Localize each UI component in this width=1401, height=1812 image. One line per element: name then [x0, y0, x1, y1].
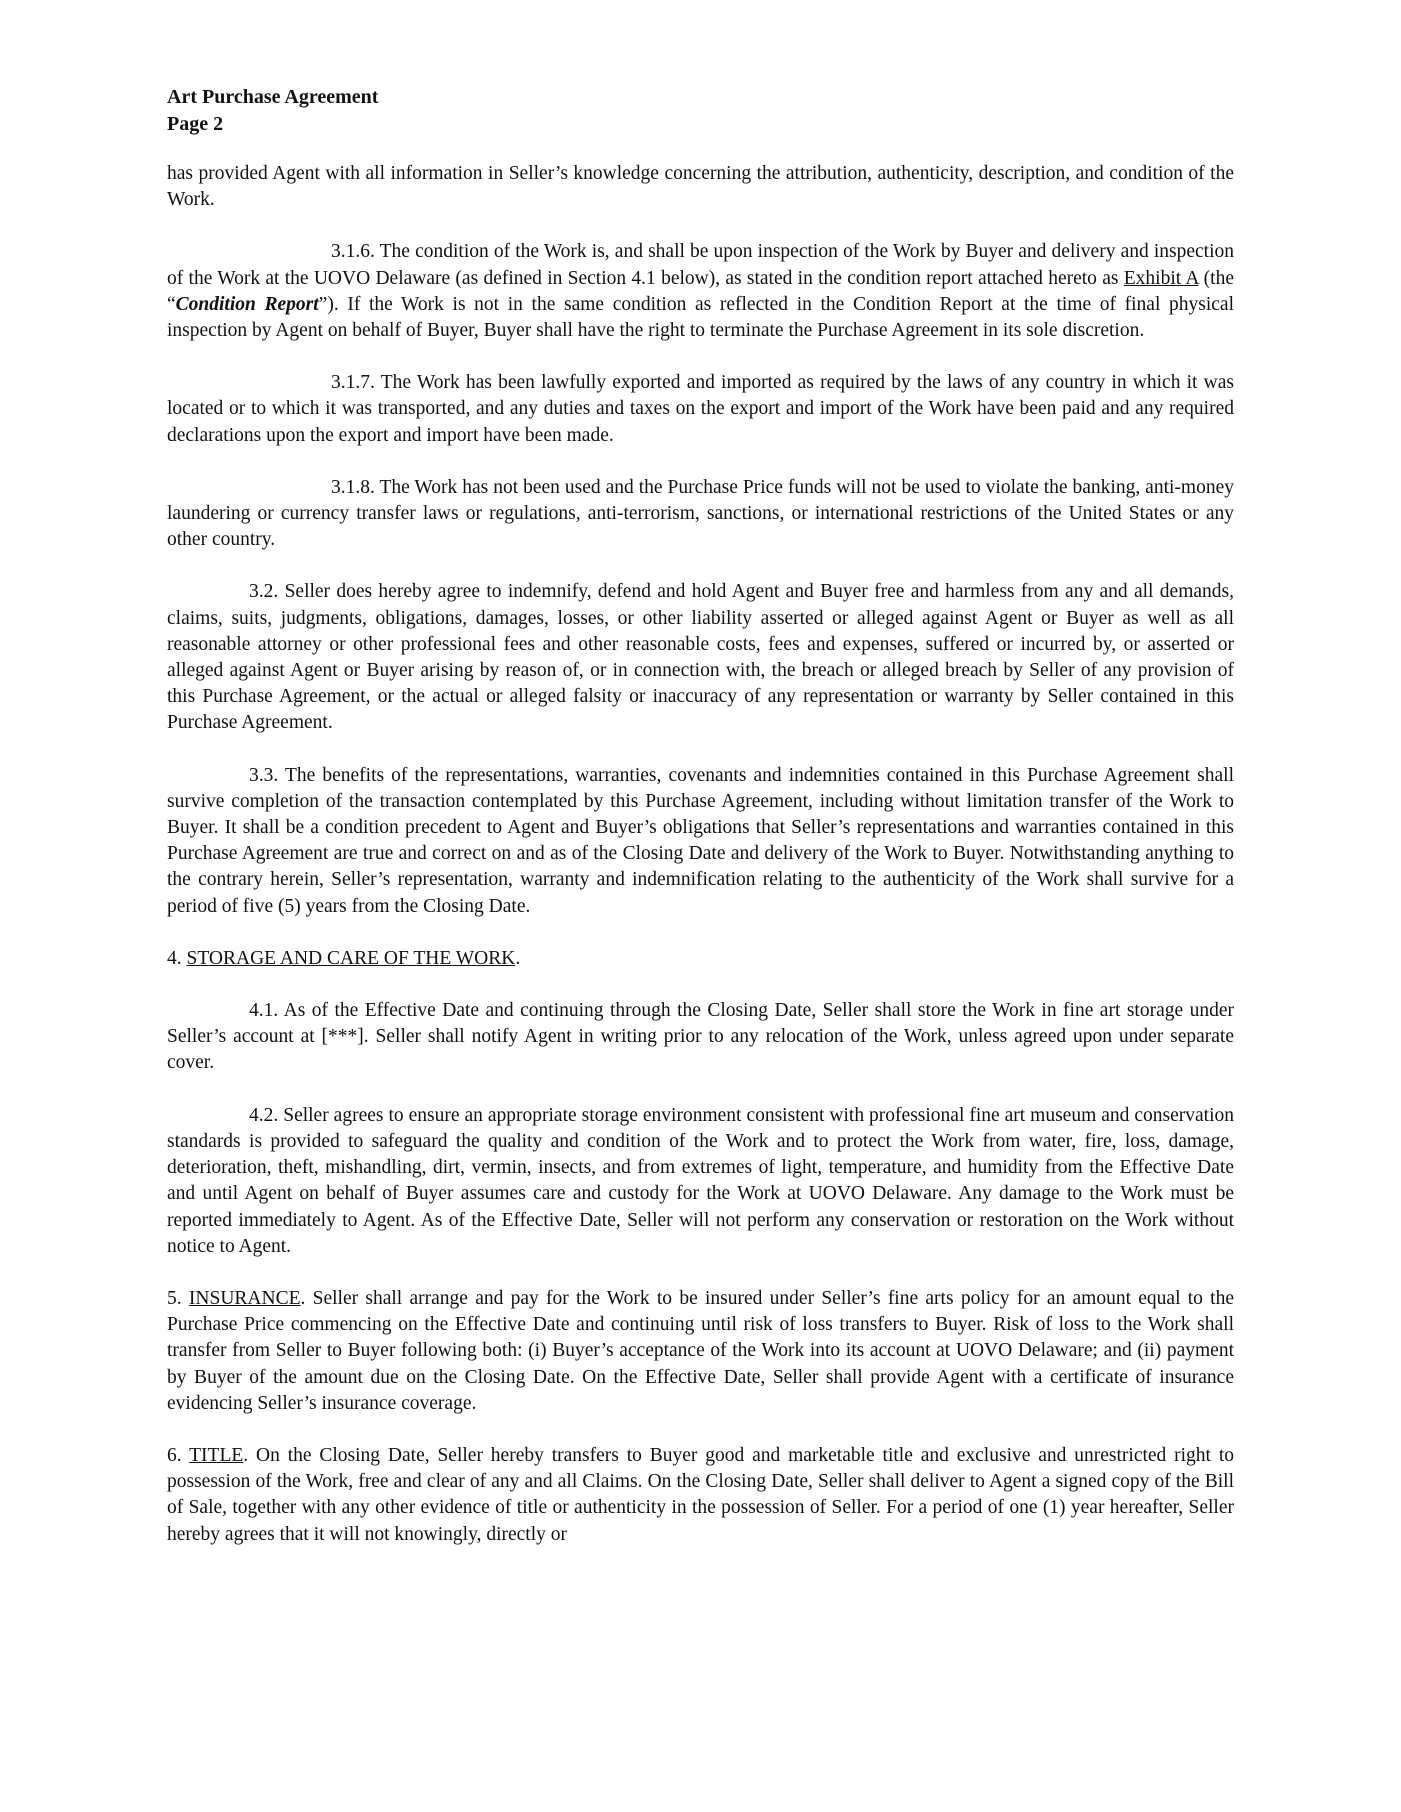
section-4-title: STORAGE AND CARE OF THE WORK [186, 947, 516, 969]
paragraph-3-1-6 [167, 239, 1234, 344]
section-4-heading [167, 946, 1234, 972]
exhibit-a-reference: Exhibit A [1123, 267, 1199, 289]
condition-report-defined-term: Condition Report [175, 293, 319, 315]
section-6-text: . On the Closing Date, Seller hereby transfers to Buyer good and marketable title and exclusive and unrestricted right to possession of the Work, free and clear of any and all Claims. On the Closing Date, Seller shall deliver to Agent a signed copy of the Bill of Sale, together with any other evidence of title or authenticity in the possession of Seller. For a period of one (1) year hereafter, Seller hereby agrees that it will not knowingly, directly or [167, 1444, 1235, 1545]
paragraph-3-1-7: 3.1.7. The Work has been lawfully exported and imported as required by the laws of any country in which it was located or to which it was transported, and any duties and taxes on the export and import of the Work have been paid and any required declarations upon the export and import have been made. [167, 372, 1234, 446]
paragraph-4-1: 4.1. As of the Effective Date and continuing through the Closing Date, Seller shall store the Work in fine art storage under Seller’s account at [***]. Seller shall notify Agent in writing prior to any relocation of the Work, unless agreed upon under separate cover. [167, 1000, 1234, 1074]
paragraph-3-3: 3.3. The benefits of the representations, warranties, covenants and indemnities contained in this Purchase Agreement shall survive completion of the transaction contemplated by this Purchase Agreement, including without limitation transfer of the Work to Buyer. It shall be a condition precedent to Agent and Buyer’s obligations that Seller’s representations and warranties contained in this Purchase Agreement are true and correct on and as of the Closing Date and delivery of the Work to Buyer. Notwithstanding anything to the contrary herein, Seller’s representation, warranty and indemnification relating to the authenticity of the Work shall survive for a period of five (5) years from the Closing Date. [167, 764, 1234, 917]
document-title: Art Purchase Agreement [167, 86, 379, 108]
page-number: Page 2 [167, 113, 224, 135]
section-5-title: INSURANCE [188, 1287, 301, 1309]
section-5-text: . Seller shall arrange and pay for the Work to be insured under Seller’s fine arts policy for an amount equal to the Purchase Price commencing on the Effective Date and continuing until risk of loss transfers to Buyer. Risk of loss to the Work shall transfer from Seller to Buyer following both: (i) Buyer’s acceptance of the Work into its account at UOVO Delaware; and (ii) payment by Buyer of the amount due on the Closing Date. On the Effective Date, Seller shall provide Agent with a certificate of insurance evidencing Seller’s insurance coverage. [167, 1287, 1235, 1414]
paragraph-continuation: has provided Agent with all information in Seller’s knowledge concerning the attribution, authenticity, description, and condition of the Work. [167, 163, 1234, 211]
paragraph-3-1-8: 3.1.8. The Work has not been used and the Purchase Price funds will not be used to violate the banking, anti-money laundering or currency transfer laws or regulations, anti-terrorism, sanctions, or international restrictions of the United States or any other country. [167, 476, 1234, 551]
paragraph-3-2: 3.2. Seller does hereby agree to indemnify, defend and hold Agent and Buyer free and harmless from any and all demands, claims, suits, judgments, obligations, damages, losses, or other liability asserted or alleged against Agent or Buyer as well as all reasonable attorney or other professional fees and other reasonable costs, fees and expenses, suffered or incurred by, or asserted or alleged against Agent or Buyer arising by reason of, or in connection with, the breach or alleged breach by Seller of any provision of this Purchase Agreement, or the actual or alleged falsity or inaccuracy of any representation or warranty by Seller contained in this Purchase Agreement. [167, 581, 1234, 734]
section-5-insurance [167, 1286, 1234, 1417]
document-body [167, 161, 1234, 1548]
section-4-number: 4. [167, 947, 187, 969]
paragraph-3-1-6-text-a: 3.1.6. The condition of the Work is, and shall be upon inspection of the Work by Buyer and delivery and inspection of the Work at the UOVO Delaware (as defined in Section 4.1 below), as stated in the condition report attached hereto as [167, 241, 1234, 289]
section-5-number: 5. [167, 1287, 189, 1309]
section-6-number: 6. [167, 1444, 190, 1466]
section-6-heading: TITLE [189, 1444, 244, 1466]
paragraph-3-1-6-text-b: (the “ [167, 267, 1234, 315]
paragraph-3-1-6-text-c: ”). If the Work is not in the same condition as reflected in the Condition Report at the time of final physical inspection by Agent on behalf of Buyer, Buyer shall have the right to terminate the Purchase Agreement in its sole discretion. [167, 293, 1235, 342]
section-6-title [167, 1443, 1234, 1548]
document-page [167, 84, 1234, 1574]
paragraph-4-2: 4.2. Seller agrees to ensure an appropriate storage environment consistent with professional fine art museum and conservation standards is provided to safeguard the quality and condition of the Work and to protect the Work from water, fire, loss, damage, deterioration, theft, mishandling, dirt, vermin, insects, and from extremes of light, temperature, and humidity from the Effective Date and until Agent on behalf of Buyer assumes care and custody for the Work at UOVO Delaware. Any damage to the Work must be reported immediately to Agent. As of the Effective Date, Seller will not perform any conservation or restoration on the Work without notice to Agent. [167, 1104, 1234, 1257]
section-4-period: . [515, 947, 521, 969]
